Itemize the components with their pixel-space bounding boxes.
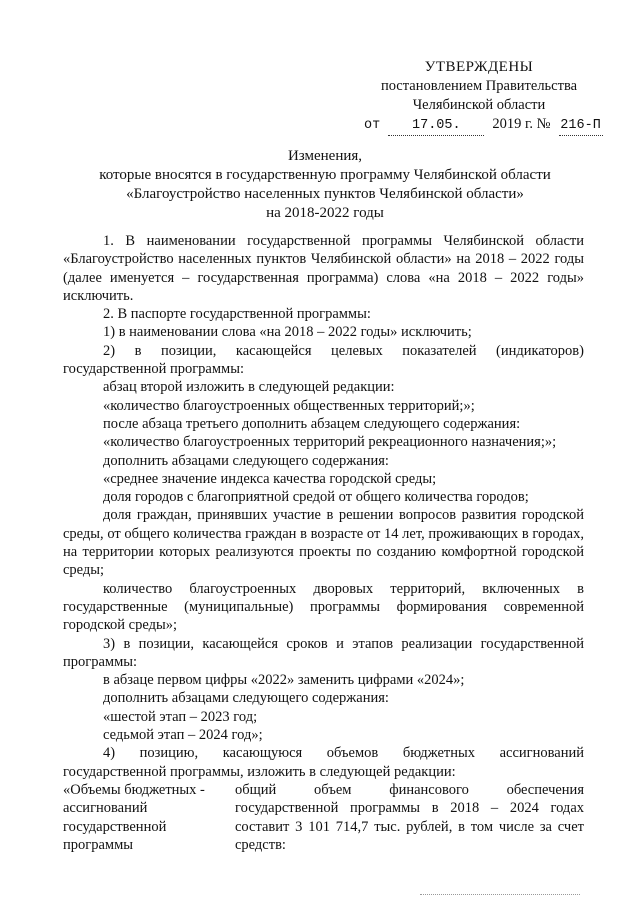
- decree-number: 216-П: [559, 116, 603, 136]
- budget-label-line: ассигнований: [63, 800, 148, 817]
- document-title: [60, 147, 590, 223]
- paragraph: абзац второй изложить в следующей редакции:: [103, 379, 395, 396]
- title-line-2: которые вносятся в государственную программу Челябинской области: [99, 167, 551, 183]
- decree-line: [364, 115, 601, 136]
- title-line-4: на 2018-2022 годы: [266, 205, 384, 221]
- paragraph: доля граждан, принявших участие в решении вопросов развития городской среды, от общего количества граждан в возрасте от 14 лет, проживающих в городах, на территории которых реализуются проекты по созданию комфортной городской среды;: [63, 507, 584, 579]
- approval-line-1: постановлением Правительства: [380, 78, 578, 94]
- budget-table-value-cell: общий объем финансового обеспечения государственной программы в 2018 – 2024 годах составит 3 101 714,7 тыс. рублей, в том числе за счет средств:: [235, 781, 584, 853]
- title-line-1: Изменения,: [287, 148, 363, 164]
- decree-date: 17.05.: [388, 116, 484, 136]
- title-line-3: «Благоустройство населенных пунктов Челябинской области»: [126, 186, 524, 202]
- document-body: [63, 232, 584, 854]
- decree-from-label: от: [364, 118, 381, 133]
- paragraph: 4) позицию, касающуюся объемов бюджетных ассигнований государственной программы, изложить в следующей редакции:: [63, 745, 584, 780]
- paragraph: дополнить абзацами следующего содержания:: [103, 452, 389, 469]
- paragraph: «шестой этап – 2023 год;: [103, 708, 258, 725]
- paragraph: дополнить абзацами следующего содержания:: [103, 690, 389, 707]
- budget-label-line: государственной: [63, 818, 167, 835]
- approval-line-2: Челябинской области: [412, 97, 546, 113]
- paragraph: 3) в позиции, касающейся сроков и этапов реализации государственной программы:: [63, 635, 584, 670]
- budget-table-label-cell: [63, 781, 233, 854]
- paragraph: 1. В наименовании государственной программы Челябинской области «Благоустройство населенных пунктов Челябинской области» на 2018 – 2022 годы (далее именуется – государственная программа) слова «на 2018 – 2022 годы» исключить.: [63, 233, 584, 304]
- scan-edge-mark: [420, 894, 580, 895]
- paragraph: «количество благоустроенных территорий рекреационного назначения;»;: [103, 434, 557, 451]
- budget-table: [63, 781, 584, 854]
- budget-label-line: программы: [63, 836, 133, 853]
- paragraph: «количество благоустроенных общественных территорий;»;: [103, 397, 475, 414]
- paragraph: количество благоустроенных дворовых территорий, включенных в государственные (муниципальные) программы формирования современной городской среды»;: [63, 580, 584, 634]
- approval-block: [364, 58, 601, 136]
- paragraph: в абзаце первом цифры «2022» заменить цифрами «2024»;: [103, 672, 465, 689]
- approval-heading: УТВЕРЖДЕНЫ: [424, 59, 534, 75]
- decree-year: 2019 г. №: [492, 116, 551, 132]
- paragraph: после абзаца третьего дополнить абзацем следующего содержания:: [103, 415, 521, 432]
- paragraph: 1) в наименовании слова «на 2018 – 2022 годы» исключить;: [103, 324, 472, 341]
- paragraph: седьмой этап – 2024 год»;: [103, 727, 263, 744]
- paragraph: «среднее значение индекса качества городской среды;: [103, 470, 437, 487]
- paragraph: 2) в позиции, касающейся целевых показателей (индикаторов) государственной программы:: [63, 342, 584, 378]
- budget-label-line: «Объемы бюджетных -: [63, 781, 205, 798]
- paragraph: доля городов с благоприятной средой от общего количества городов;: [103, 489, 529, 506]
- paragraph: 2. В паспорте государственной программы:: [103, 306, 371, 323]
